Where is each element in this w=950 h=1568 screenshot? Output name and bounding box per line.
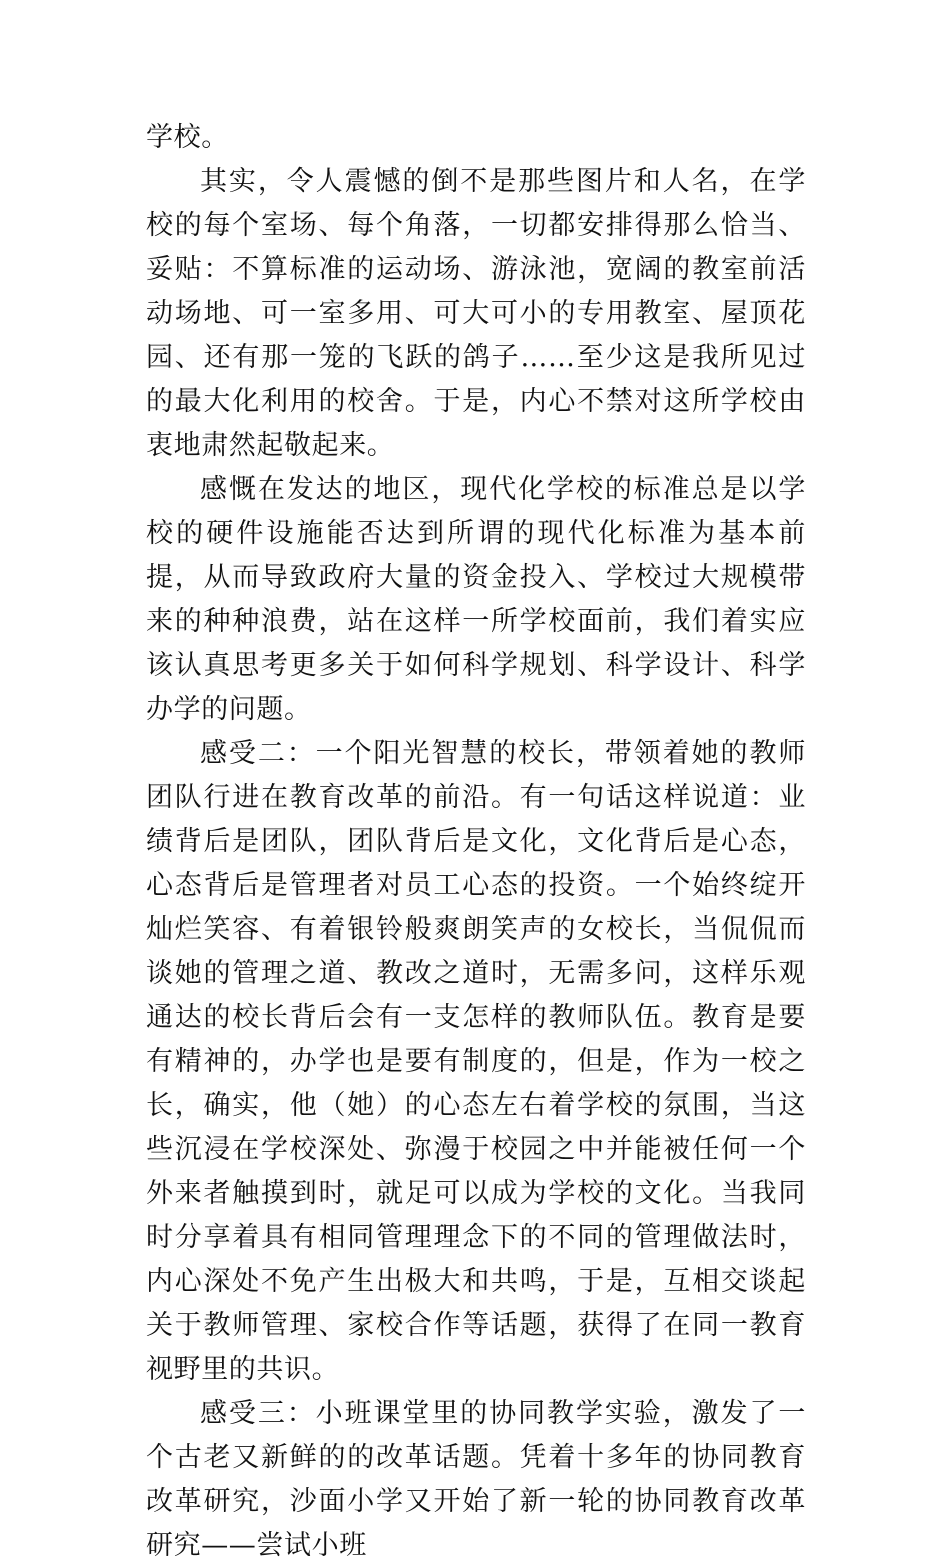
paragraph-continuation: 学校。 <box>146 122 229 153</box>
paragraph-modern-school-reflection: 感慨在发达的地区，现代化学校的标准总是以学校的硬件设施能否达到所谓的现代化标准为基本前提，从而导致政府大量的资金投入、学校过大规模带来的种种浪费，站在这样一所学校面前，我们着实应该认真思考更多关于如何科学规划、科学设计、科学办学的问题。 <box>146 474 806 725</box>
paragraph-campus-facilities: 其实，令人震憾的倒不是那些图片和人名，在学校的每个室场、每个角落，一切都安排得那么恰当、妥贴：不算标准的运动场、游泳池，宽阔的教室前活动场地、可一室多用、可大可小的专用教室、屋顶花园、还有那一笼的飞跃的鸽子……至少这是我所见过的最大化利用的校舍。于是，内心不禁对这所学校由衷地肃然起敬起来。 <box>146 166 806 461</box>
article-body <box>146 116 806 1568</box>
paragraph-feeling-three-small-class: 感受三：小班课堂里的协同教学实验，激发了一个古老又新鲜的的改革话题。凭着十多年的协同教育改革研究，沙面小学又开始了新一轮的协同教育改革研究——尝试小班 <box>146 1398 806 1561</box>
paragraph-feeling-two-principal: 感受二：一个阳光智慧的校长，带领着她的教师团队行进在教育改革的前沿。有一句话这样说道：业绩背后是团队，团队背后是文化，文化背后是心态，心态背后是管理者对员工心态的投资。一个始终绽开灿烂笑容、有着银铃般爽朗笑声的女校长，当侃侃而谈她的管理之道、教改之道时，无需多问，这样乐观通达的校长背后会有一支怎样的教师队伍。教育是要有精神的，办学也是要有制度的，但是，作为一校之长，确实，他（她）的心态左右着学校的氛围，当这些沉浸在学校深处、弥漫于校园之中并能被任何一个外来者触摸到时，就足可以成为学校的文化。当我同时分享着具有相同管理理念下的不同的管理做法时，内心深处不免产生出极大和共鸣，于是，互相交谈起关于教师管理、家校合作等话题，获得了在同一教育视野里的共识。 <box>146 738 806 1385</box>
